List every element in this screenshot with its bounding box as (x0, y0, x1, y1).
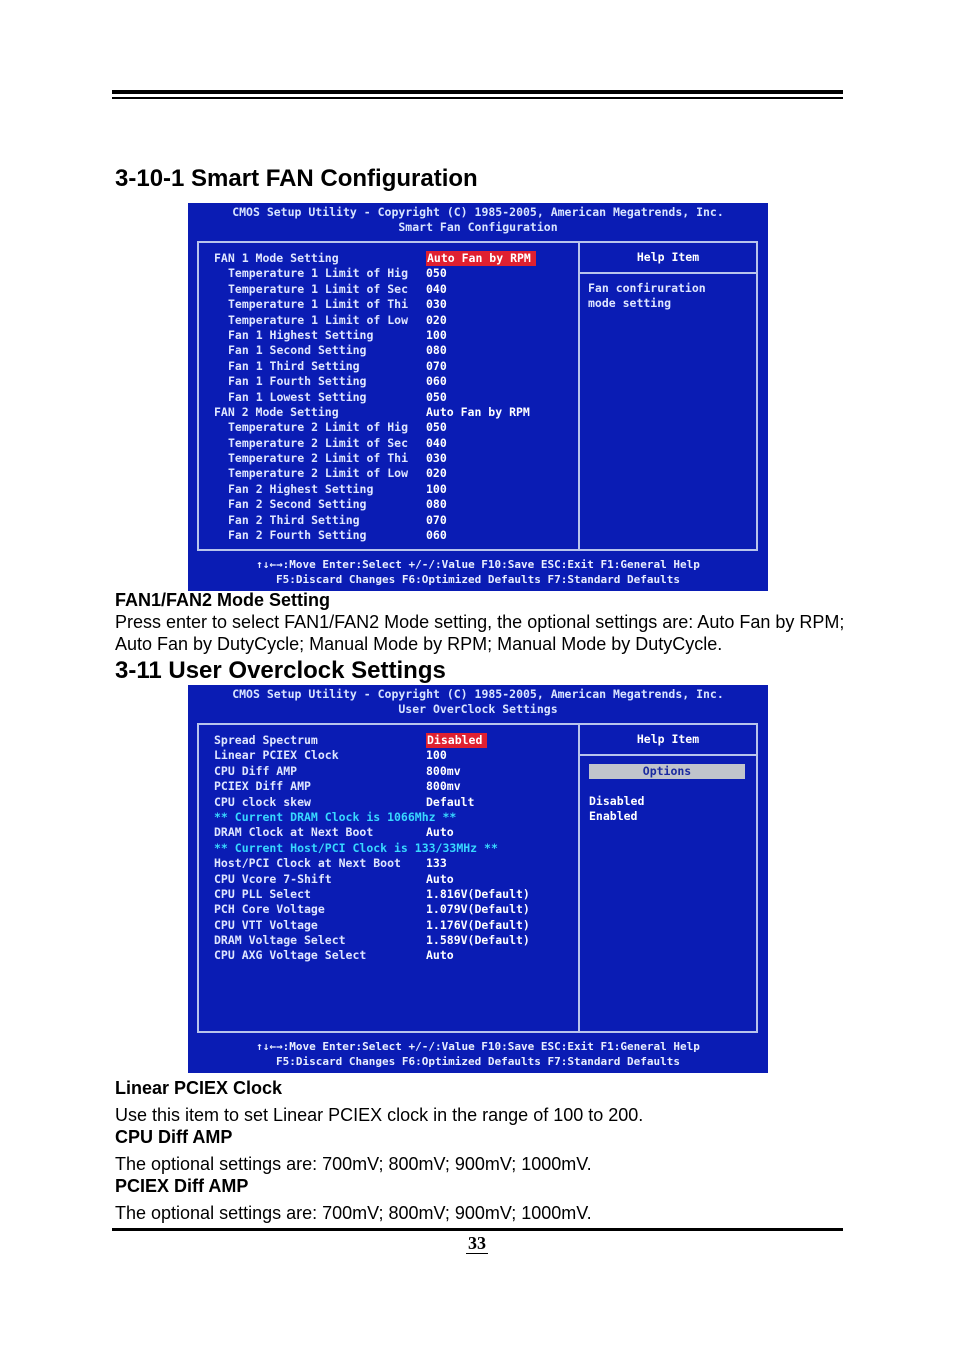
bios-header-title: CMOS Setup Utility - Copyright (C) 1985-2005, American Megatrends, Inc. (232, 205, 724, 219)
bios-header-subtitle: Smart Fan Configuration (398, 220, 558, 234)
paragraph-linear-pciex: Use this item to set Linear PCIEX clock in the range of 100 to 200. (115, 1105, 644, 1125)
bios-divider (578, 723, 580, 1033)
section-heading-smart-fan: 3-10-1 Smart FAN Configuration (115, 165, 478, 192)
setting-label: Temperature 1 Limit of Sec (228, 281, 409, 296)
bios-divider (578, 241, 580, 551)
setting-value[interactable]: 1.589V(Default) (426, 933, 530, 948)
setting-label: Fan 2 Third Setting (228, 512, 360, 527)
setting-value[interactable]: 100 (426, 481, 447, 496)
setting-label: CPU PLL Select (214, 886, 311, 901)
setting-label: Temperature 2 Limit of Low (228, 466, 409, 481)
setting-value[interactable]: Auto (426, 948, 454, 963)
setting-label: Host/PCI Clock at Next Boot (214, 856, 401, 871)
bios-header (188, 205, 768, 235)
options-list (589, 794, 644, 825)
page-number-text: 33 (468, 1233, 486, 1253)
setting-label: Fan 2 Second Setting (228, 497, 367, 512)
bios-header-title: CMOS Setup Utility - Copyright (C) 1985-2005, American Megatrends, Inc. (232, 687, 724, 701)
setting-label: CPU clock skew (214, 794, 311, 809)
option-item[interactable]: Enabled (589, 809, 638, 824)
bios-key-help: F5:Discard Changes F6:Optimized Defaults F7:Standard Defaults (276, 1055, 680, 1068)
setting-label: PCH Core Voltage (214, 902, 325, 917)
bios-key-help: F5:Discard Changes F6:Optimized Defaults F7:Standard Defaults (276, 573, 680, 586)
setting-value[interactable]: 070 (426, 358, 447, 373)
paragraph-pciex-diff-amp: The optional settings are: 700mV; 800mV; 900mV; 1000mV. (115, 1203, 592, 1223)
setting-value[interactable]: 030 (426, 297, 447, 312)
bios-screenshot-smart-fan (188, 203, 768, 591)
paragraph-fan-mode: Press enter to select FAN1/FAN2 Mode setting, the optional settings are: Auto Fan by RPM; Auto Fan by DutyCycle; Manual Mode by RPM; Manual Mode by DutyCycle. (115, 612, 845, 654)
setting-label: PCIEX Diff AMP (214, 779, 311, 794)
setting-value[interactable]: 800mv (426, 779, 461, 794)
setting-value[interactable]: 050 (426, 389, 447, 404)
setting-value[interactable]: Auto Fan by RPM (426, 404, 530, 419)
setting-label: Fan 2 Fourth Setting (228, 528, 367, 543)
setting-value-selected[interactable]: Disabled (426, 733, 487, 748)
setting-value[interactable]: 800mv (426, 763, 461, 778)
setting-label: FAN 1 Mode Setting (214, 251, 339, 265)
setting-value[interactable]: Default (426, 794, 475, 809)
page-number (0, 1233, 954, 1254)
setting-value[interactable]: 040 (426, 435, 447, 450)
header-rule (112, 90, 843, 94)
setting-value[interactable]: 030 (426, 451, 447, 466)
setting-label: CPU VTT Voltage (214, 917, 318, 932)
setting-label: FAN 2 Mode Setting (214, 404, 339, 419)
setting-label: Temperature 2 Limit of Thi (228, 451, 409, 466)
setting-label: Linear PCIEX Clock (214, 748, 339, 763)
bios-header-subtitle: User OverClock Settings (398, 702, 558, 716)
subheading-cpu-diff-amp: CPU Diff AMP (115, 1127, 233, 1147)
setting-value[interactable]: 1.079V(Default) (426, 902, 530, 917)
setting-label: Temperature 2 Limit of Hig (228, 420, 409, 435)
setting-value[interactable]: 050 (426, 420, 447, 435)
header-rule-thin (112, 97, 843, 99)
setting-value[interactable]: 050 (426, 266, 447, 281)
setting-value[interactable]: 060 (426, 374, 447, 389)
setting-label: Fan 1 Second Setting (228, 343, 367, 358)
setting-value[interactable]: 070 (426, 512, 447, 527)
setting-label: CPU AXG Voltage Select (214, 948, 367, 963)
setting-label: Temperature 1 Limit of Thi (228, 297, 409, 312)
setting-value[interactable]: 080 (426, 343, 447, 358)
help-separator (580, 272, 756, 274)
setting-value[interactable]: Auto (426, 825, 454, 840)
setting-label: CPU Diff AMP (214, 763, 298, 778)
setting-label: Fan 2 Highest Setting (228, 481, 374, 496)
section-heading-user-overclock: 3-11 User Overclock Settings (115, 657, 446, 684)
help-line: Fan confiruration (588, 281, 706, 295)
setting-value[interactable]: 1.176V(Default) (426, 917, 530, 932)
bios-key-help: ↑↓←→:Move Enter:Select +/-/:Value F10:Save ESC:Exit F1:General Help (256, 1040, 700, 1053)
setting-value[interactable]: 060 (426, 528, 447, 543)
setting-value[interactable]: 100 (426, 327, 447, 342)
setting-value[interactable]: 080 (426, 497, 447, 512)
setting-label: CPU Vcore 7-Shift (214, 871, 332, 886)
setting-value[interactable]: 133 (426, 856, 447, 871)
setting-value[interactable]: Auto (426, 871, 454, 886)
setting-value[interactable]: 100 (426, 748, 447, 763)
setting-value[interactable]: 020 (426, 466, 447, 481)
setting-label: Fan 1 Highest Setting (228, 327, 374, 342)
setting-value[interactable]: 020 (426, 312, 447, 327)
help-text (588, 281, 706, 312)
info-text: ** Current DRAM Clock is 1066Mhz ** (214, 809, 457, 824)
bios-footer (188, 557, 768, 587)
info-text: ** Current Host/PCI Clock is 133/33MHz ** (214, 840, 498, 855)
setting-label: Fan 1 Fourth Setting (228, 374, 367, 389)
bios-screenshot-user-overclock (188, 685, 768, 1073)
setting-label: Temperature 2 Limit of Sec (228, 435, 409, 450)
setting-label: Temperature 1 Limit of Low (228, 312, 409, 327)
bios-footer (188, 1039, 768, 1069)
setting-label: DRAM Voltage Select (214, 933, 346, 948)
setting-value[interactable]: 040 (426, 281, 447, 296)
setting-label: Spread Spectrum (214, 733, 318, 747)
subheading-fan-mode: FAN1/FAN2 Mode Setting (115, 590, 331, 610)
bios-key-help: ↑↓←→:Move Enter:Select +/-/:Value F10:Save ESC:Exit F1:General Help (256, 558, 700, 571)
footer-rule (112, 1228, 843, 1231)
paragraph-cpu-diff-amp: The optional settings are: 700mV; 800mV; 900mV; 1000mV. (115, 1154, 592, 1174)
options-title-bar: Options (589, 764, 745, 779)
setting-label: Fan 1 Lowest Setting (228, 389, 367, 404)
bios-header (188, 687, 768, 717)
help-item-title: Help Item (636, 250, 700, 264)
option-item[interactable]: Disabled (589, 794, 645, 808)
setting-label: DRAM Clock at Next Boot (214, 825, 374, 840)
subheading-linear-pciex: Linear PCIEX Clock (115, 1078, 283, 1098)
setting-value[interactable]: 1.816V(Default) (426, 886, 530, 901)
help-item-title: Help Item (636, 732, 700, 746)
setting-label: Fan 1 Third Setting (228, 358, 360, 373)
subheading-pciex-diff-amp: PCIEX Diff AMP (115, 1176, 249, 1196)
help-line: mode setting (588, 296, 672, 311)
setting-label: Temperature 1 Limit of Hig (228, 266, 409, 281)
setting-value-selected[interactable]: Auto Fan by RPM (426, 251, 536, 266)
help-separator (580, 754, 756, 756)
